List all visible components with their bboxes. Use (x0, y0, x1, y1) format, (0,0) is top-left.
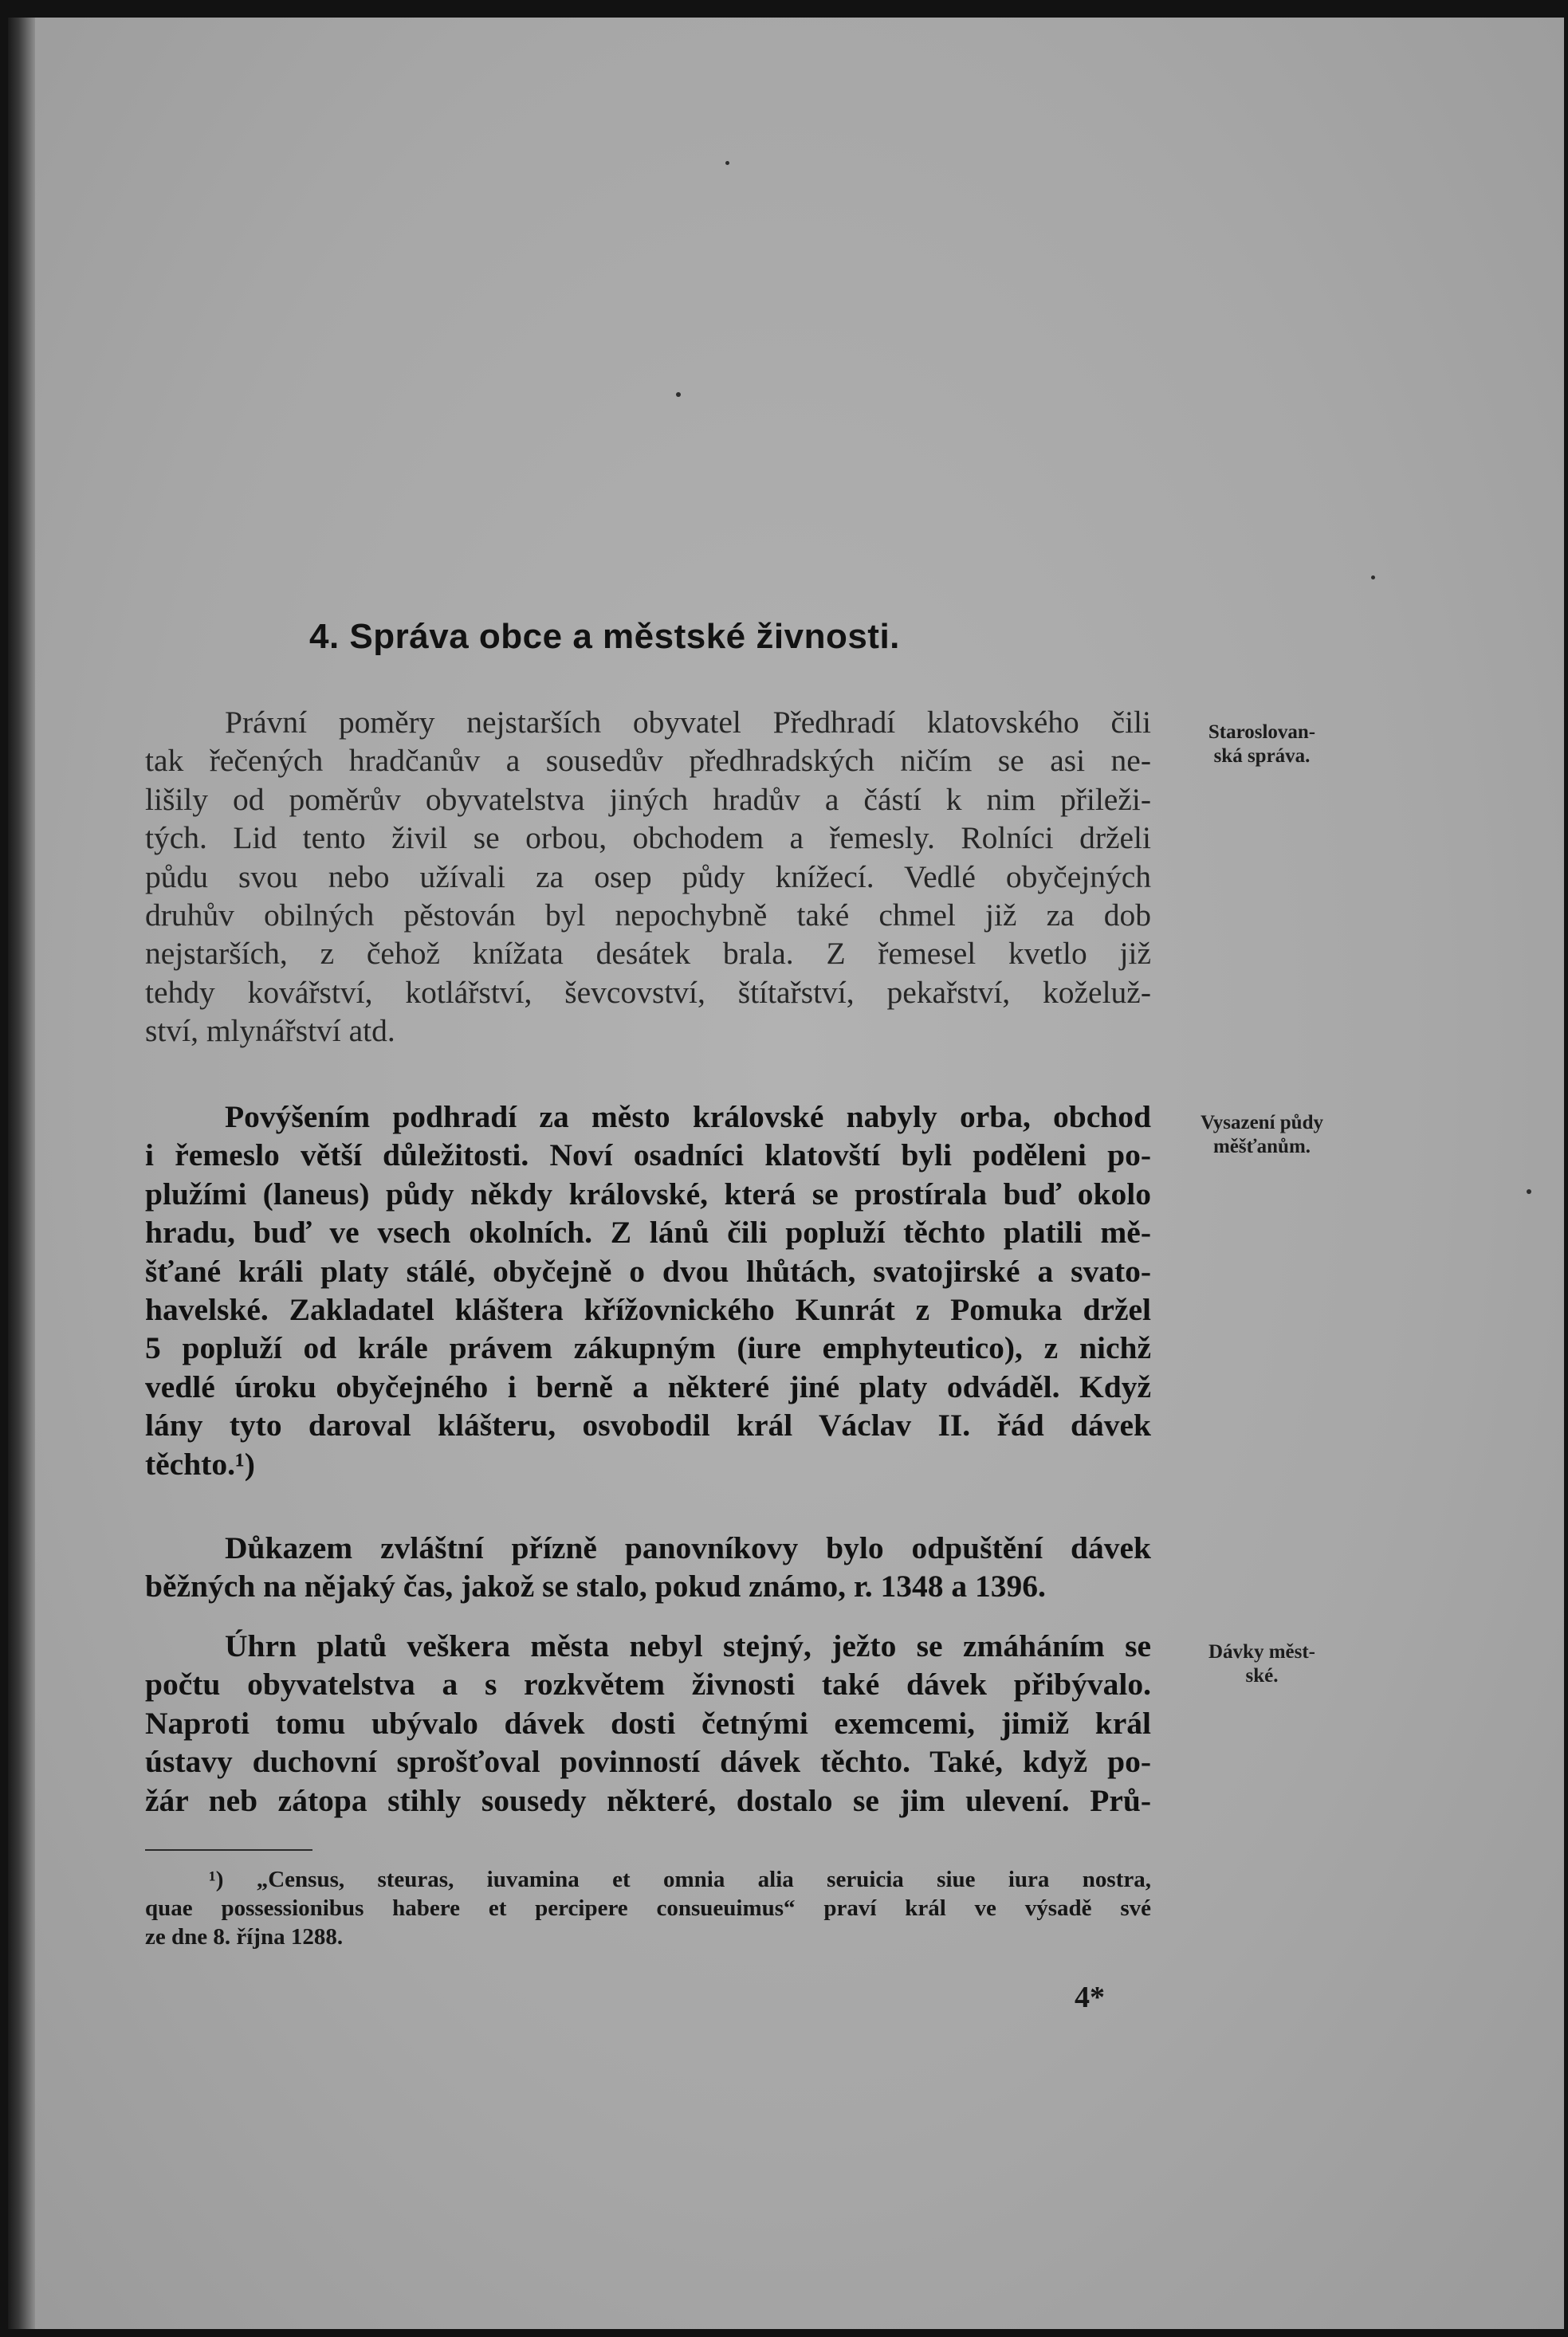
text-line: druhův obilných pěstován byl nepochybně také chmel již za dob (145, 897, 1151, 933)
paragraph-3 (145, 1529, 1151, 1606)
paragraph-4 (145, 1627, 1151, 1820)
margin-note-line: ská správa. (1213, 745, 1311, 767)
text-line: Úhrn platů veškera města nebyl stejný, ježto se zmáháním se (225, 1628, 1151, 1663)
text-line: Důkazem zvláštní přízně panovníkovy bylo odpuštění dávek (225, 1530, 1151, 1565)
dust-speck (1527, 1189, 1531, 1194)
text-line: Právní poměry nejstarších obyvatel Předhradí klatovského čili (225, 705, 1151, 740)
text-line: plužími (laneus) půdy někdy královské, která se prostírala buď okolo (145, 1176, 1151, 1212)
footnote-line: ze dne 8. října 1288. (145, 1924, 344, 1950)
text-line: lišily od poměrův obyvatelstva jiných hradův a částí k nim přileži- (145, 781, 1151, 817)
text-line: ství, mlynářství atd. (145, 1013, 395, 1049)
footnote-line: quae possessionibus habere et percipere consueuimus“ praví král ve výsadě své (145, 1895, 1151, 1921)
margin-note-line: Dávky měst- (1208, 1641, 1315, 1663)
book-binding-edge (8, 18, 35, 2329)
footnote-separator (145, 1849, 312, 1851)
text-line: Povýšením podhradí za město královské nabyly orba, obchod (225, 1099, 1151, 1134)
dust-speck (676, 392, 681, 397)
margin-note-line: Vysazení půdy (1201, 1112, 1323, 1133)
footnote (145, 1865, 1151, 1951)
scanned-page (8, 18, 1564, 2329)
text-line: nejstarších, z čehož knížata desátek brala. Z řemesel kvetlo již (145, 936, 1151, 972)
margin-note-line: Staroslovan- (1208, 721, 1316, 743)
footnote-line: ¹) „Census, steuras, iuvamina et omnia alia seruicia siue iura nostra, (209, 1867, 1151, 1892)
text-line: lány tyto daroval klášteru, osvobodil král Václav II. řád dávek (145, 1408, 1151, 1443)
text-line: šťané králi platy stálé, obyčejně o dvou lhůtách, svatojirské a svato- (145, 1253, 1151, 1289)
signature-mark: 4* (1075, 1981, 1105, 2014)
paragraph-1 (145, 703, 1151, 1051)
text-line: počtu obyvatelstva a s rozkvětem živnosti také dávek přibývalo. (145, 1667, 1151, 1703)
text-line: vedlé úroku obyčejného i berně a některé jiné platy odváděl. Když (145, 1369, 1151, 1404)
text-line: tých. Lid tento živil se orbou, obchodem a řemesly. Rolníci drželi (145, 820, 1151, 856)
text-line: 5 popluží od krále právem zákupným (iure emphyteutico), z nichž (145, 1330, 1151, 1366)
margin-note (1170, 721, 1354, 768)
text-line: i řemeslo větší důležitosti. Noví osadníci klatovští byli poděleni po- (145, 1137, 1151, 1173)
text-line: půdu svou nebo užívali za osep půdy knížecí. Vedlé obyčejných (145, 858, 1151, 894)
section-heading: 4. Správa obce a městské živnosti. (309, 617, 900, 656)
text-line: běžných na nějaký čas, jakož se stalo, pokud známo, r. 1348 a 1396. (145, 1569, 1046, 1604)
text-line: Naproti tomu ubývalo dávek dosti četnými exemcemi, jimiž král (145, 1705, 1151, 1741)
margin-note (1170, 1111, 1354, 1159)
text-line: havelské. Zakladatel kláštera křížovnického Kunrát z Pomuka držel (145, 1291, 1151, 1327)
text-line: tehdy kovářství, kotlářství, ševcovství, štítařství, pekařství, koželuž- (145, 974, 1151, 1010)
text-line: žár neb zátopa stihly sousedy některé, dostalo se jim ulevení. Prů- (145, 1782, 1151, 1818)
text-line: těchto.¹) (145, 1446, 255, 1482)
margin-note-line: ské. (1245, 1665, 1279, 1687)
dust-speck (725, 161, 729, 165)
text-line: ústavy duchovní sprošťoval povinností dávek těchto. Také, když po- (145, 1744, 1151, 1780)
dust-speck (1371, 575, 1375, 579)
margin-note (1170, 1640, 1354, 1688)
text-line: hradu, buď ve vsech okolních. Z lánů čili popluží těchto platili mě- (145, 1215, 1151, 1251)
paragraph-2 (145, 1098, 1151, 1483)
margin-note-line: měšťanům. (1212, 1136, 1311, 1157)
text-line: tak řečených hradčanův a sousedův předhradských ničím se asi ne- (145, 743, 1151, 779)
